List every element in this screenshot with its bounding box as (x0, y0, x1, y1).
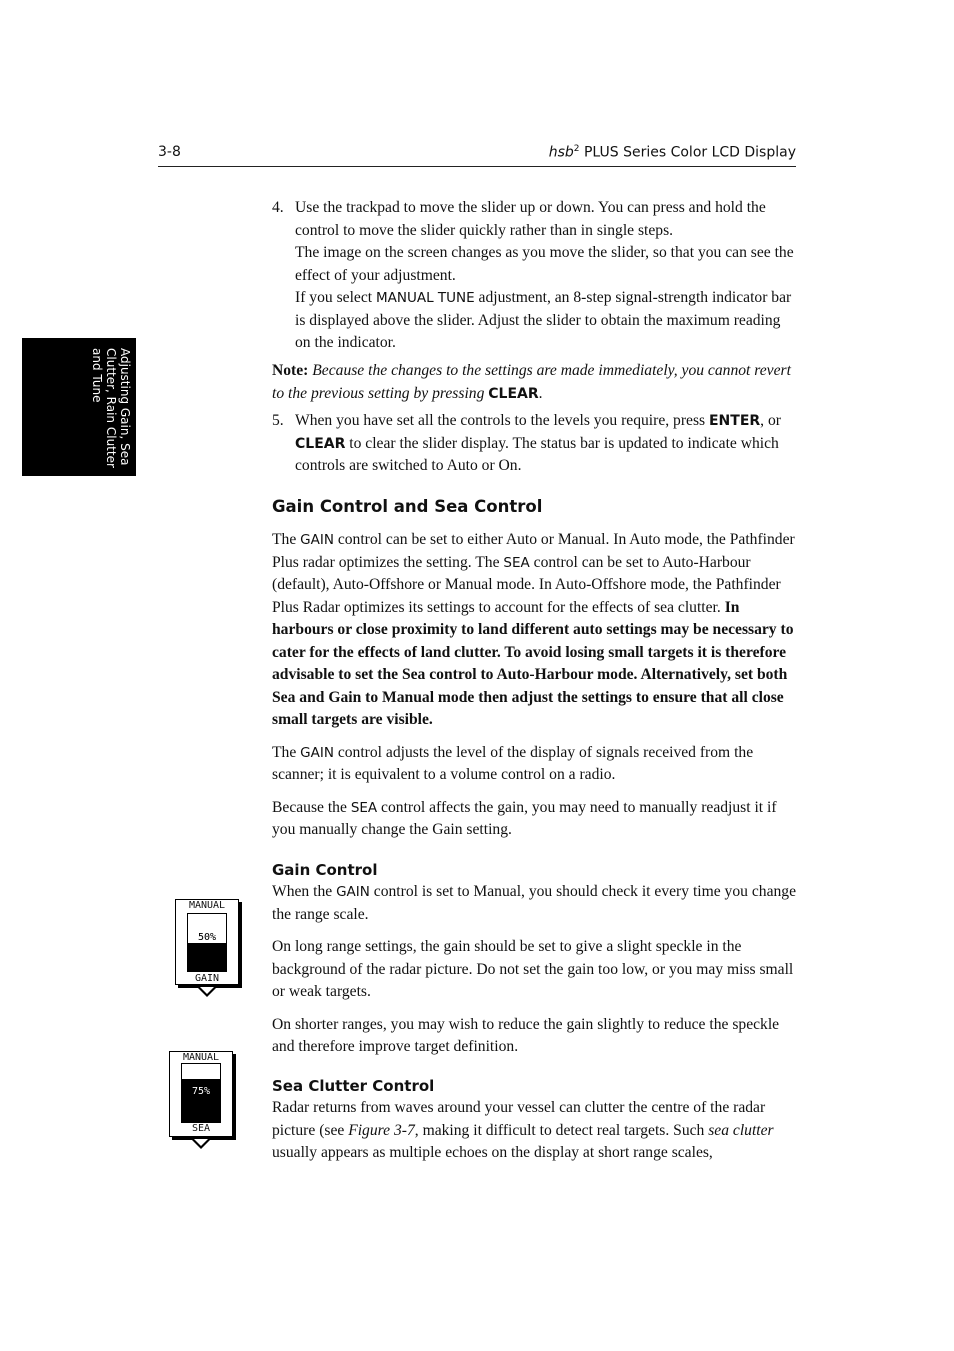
gain-level-bar (187, 913, 227, 972)
brand-hsb: hsb (548, 144, 574, 161)
gain-paragraph-1: When the GAIN control is set to Manual, you should check it every time you change the range scale. (272, 883, 797, 923)
note-label: Note: (272, 362, 309, 379)
sea-percent: 75% (191, 1086, 211, 1097)
sea-level-bar (181, 1063, 221, 1123)
step-number: 4. (272, 199, 284, 216)
section-paragraph-1: The GAIN control can be set to either Auto or Manual. In Auto mode, the Pathfinder Plus radar optimizes the setting. The SEA control can be set to Auto-Harbour (default), Auto-Offshore or Manual mode. In Auto-Offshore mode, the Pathfinder Plus Radar optimizes its settings to account for the effects of sea clutter. In harbours or close proximity to land different auto settings may be necessary to cater for the effects of land clutter. To avoid losing small targets it is therefore advisable to set the Sea control to Auto-Harbour mode. Alternatively, set both Sea and Gain to Manual mode then adjust the settings to ensure that all close small targets are visible. (272, 531, 795, 728)
note: Note: Because the changes to the settings are made immediately, you cannot revert to the previous setting by pressing CLEAR. (272, 362, 791, 402)
brand-superscript: 2 (573, 144, 580, 154)
warning-text: In harbours or close proximity to land different auto settings may be necessary to cater for the effects of land clutter. To avoid losing small targets it is therefore advisable to set the Sea control to Auto-Harbour mode. Alternatively, set both Sea and Gain to Manual mode then adjust the settings to ensure that all close small targets are visible. (272, 598, 794, 728)
header-rule (158, 166, 796, 167)
step-number: 5. (272, 412, 284, 429)
gain-percent: 50% (197, 932, 217, 943)
section-body (272, 529, 796, 842)
manual-tune-label: MANUAL TUNE (375, 290, 475, 306)
sea-clutter-heading: Sea Clutter Control (272, 1077, 435, 1095)
step-4-line-1: Use the trackpad to move the slider up or down. You can press and hold the control to move the slider quickly rather than in single steps. (295, 199, 766, 239)
chapter-side-tab-text: Adjusting Gain, Sea Clutter, Rain Clutter and Tune (90, 348, 132, 468)
step-4 (272, 197, 796, 355)
note-text: Because the changes to the settings are made immediately, you cannot revert to the previous setting by pressing (272, 362, 791, 402)
enter-key: ENTER (708, 413, 761, 429)
gain-paragraph-3: On shorter ranges, you may wish to reduce the gain slightly to reduce the speckle and therefore improve target definition. (272, 1015, 780, 1055)
section-paragraph-3: Because the SEA control affects the gain, you may need to manually readjust it if you manually change the Gain setting. (272, 798, 777, 838)
step-4-line-2: The image on the screen changes as you move the slider, so that you can see the effect of your adjustment. (295, 244, 794, 284)
clear-key: CLEAR (488, 385, 539, 402)
gain-level-fill (188, 943, 226, 972)
gain-paragraph-2: On long range settings, the gain should be set to give a slight speckle in the background of the radar picture. Do not set the gain too low, or you may miss small or weak targets. (272, 938, 794, 1000)
gauge-mode-label: MANUAL (188, 900, 226, 911)
gauge-control-label: GAIN (194, 973, 220, 984)
running-header (549, 144, 796, 161)
step-5: 5. When you have set all the controls to the levels you require, press ENTER, or CLEAR to clear the slider display. The status bar is updated to indicate which controls are switched to Auto or On. (272, 412, 781, 474)
step-4-line-3: If you select MANUAL TUNE adjustment, an 8-step signal-strength indicator bar is displayed above the slider. Adjust the slider to obtain the maximum reading on the indicator. (295, 289, 792, 351)
clear-key: CLEAR (295, 435, 346, 452)
gauge-control-label: SEA (191, 1123, 211, 1134)
page-number: 3-8 (158, 144, 181, 160)
gauge-pointer-icon (191, 1139, 211, 1149)
gain-control-section (272, 859, 796, 1059)
sea-clutter-paragraph: Radar returns from waves around your vessel can clutter the centre of the radar picture (see Figure 3-7, making it difficult to detect real targets. Such sea clutter usually appears as multiple echoes on the display at short range scales, (272, 1099, 774, 1161)
gauge-pointer-icon (197, 987, 217, 997)
gauge-mode-label: MANUAL (182, 1052, 220, 1063)
section-paragraph-2: The GAIN control adjusts the level of the display of signals received from the scanner; it is equivalent to a volume control on a radio. (272, 743, 754, 783)
gain-control-heading: Gain Control (272, 861, 378, 879)
running-header-title: PLUS Series Color LCD Display (579, 144, 796, 161)
sea-clutter-section (272, 1075, 796, 1165)
section-heading: Gain Control and Sea Control (272, 497, 543, 516)
